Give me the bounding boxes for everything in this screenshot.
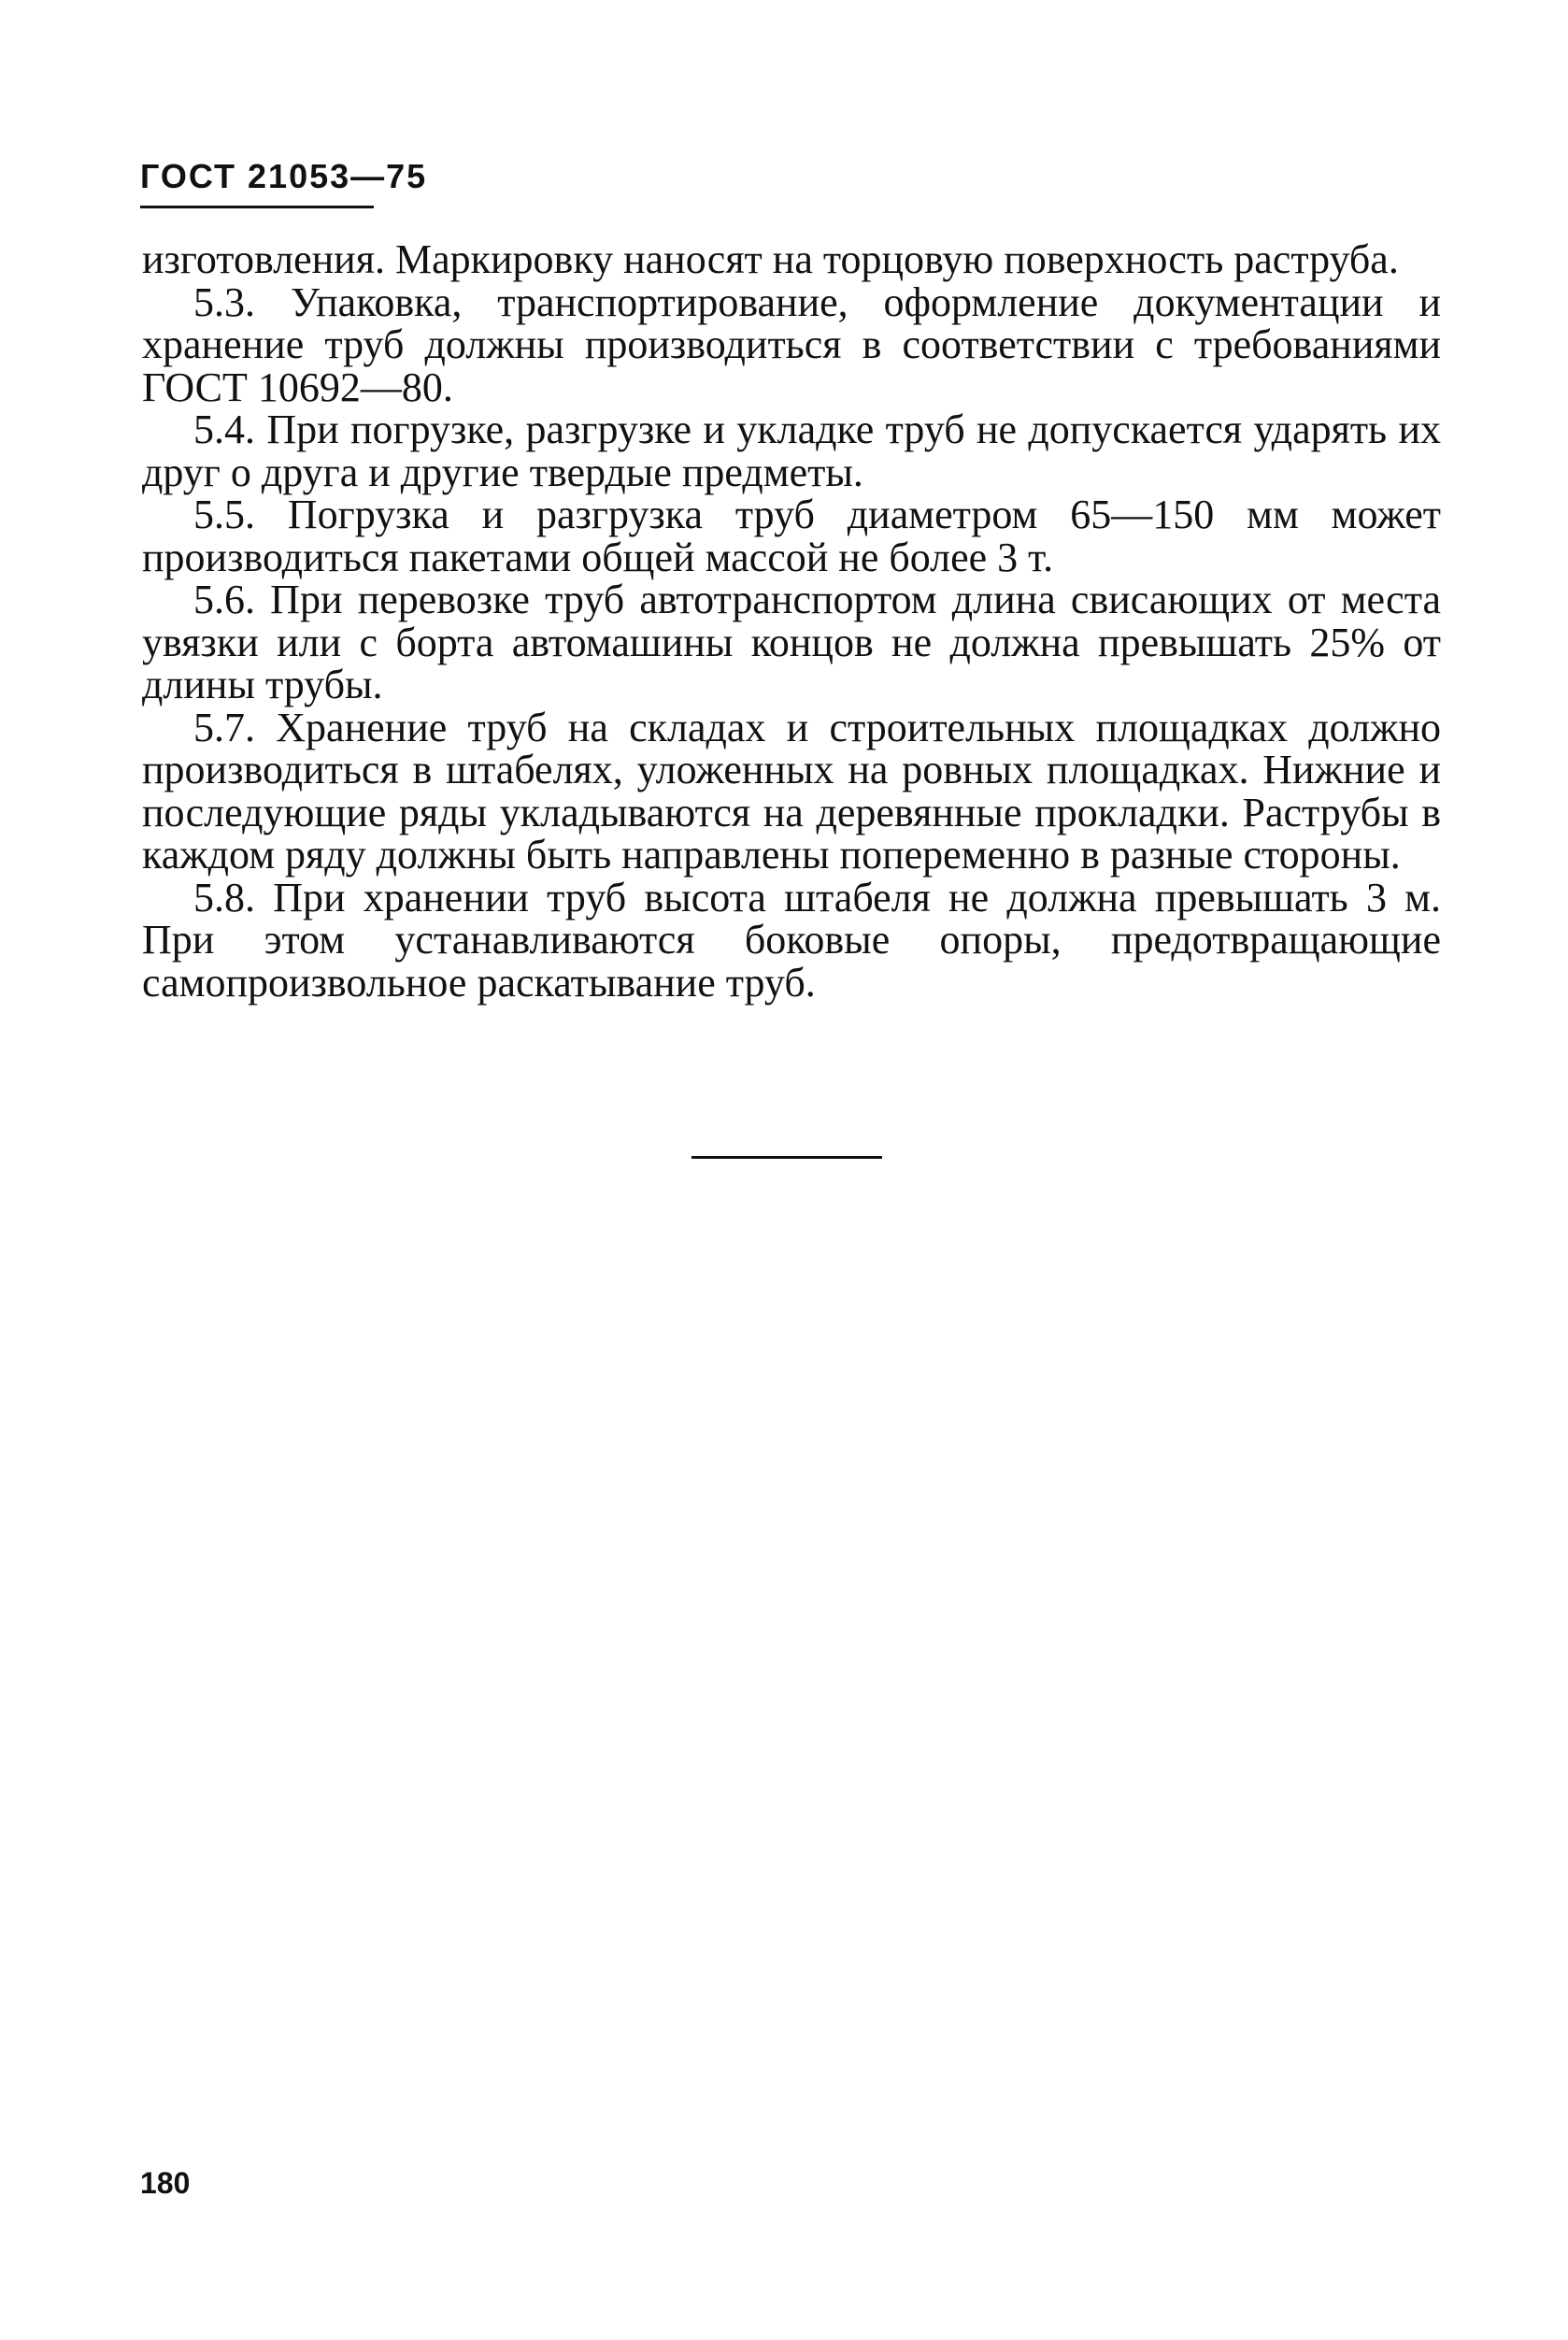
page-number: 180 (140, 2166, 191, 2200)
document-body (142, 238, 1441, 1004)
paragraph-5-5: 5.5. Погрузка и разгрузка труб диаметром 65—150 мм может производиться пакетами общей массой не более 3 т. (142, 492, 1441, 580)
header-divider (140, 206, 374, 208)
paragraph-continuation: изготовления. Маркировку наносят на торцовую поверхность раструба. (142, 236, 1399, 282)
paragraph-5-7: 5.7. Хранение труб на складах и строительных площадках должно производиться в штабелях, уложенных на ровных площадках. Нижние и последующие ряды укладываются на деревянные прокладки. Раструбы в каждом ряду должны быть направлены попеременно в разные стороны. (142, 704, 1441, 878)
document-code-header: ГОСТ 21053—75 (140, 157, 428, 195)
paragraph-5-6: 5.6. При перевозке труб автотранспортом длина свисающих от места увязки или с борта автомашины концов не должна превышать 25% от длины трубы. (142, 577, 1441, 707)
section-end-divider (691, 1156, 882, 1159)
paragraph-5-8: 5.8. При хранении труб высота штабеля не должна превышать 3 м. При этом устанавливаются боковые опоры, предотвращающие самопроизвольное раскатывание труб. (142, 874, 1441, 1006)
paragraph-5-3: 5.3. Упаковка, транспортирование, оформление документации и хранение труб должны производиться в соответствии с требованиями ГОСТ 10692—80. (142, 278, 1441, 410)
paragraph-5-4: 5.4. При погрузке, разгрузке и укладке труб не допускается ударять их друг о друга и другие твердые предметы. (142, 407, 1441, 495)
